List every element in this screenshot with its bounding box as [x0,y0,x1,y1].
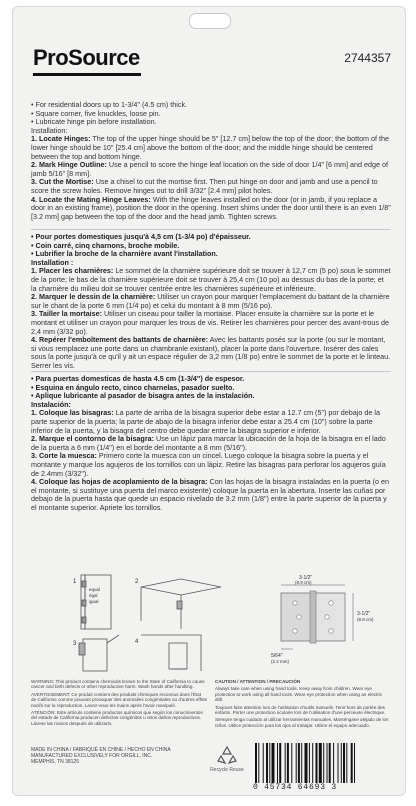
barcode-number: 0 45734 64693 3 [253,783,338,792]
barcode-bar [333,743,334,783]
section-heading: Installation: [31,125,68,135]
warnings [31,679,391,733]
bullet: • Lubricate hinge pin before installation. [31,117,157,127]
spanish-section [31,375,391,513]
barcode-bar [341,743,342,783]
section-heading: Installation : [31,257,74,267]
dim-width-cm: (8.9 cm) [295,580,312,585]
bullet: • For residential doors up to 1-3/4" (4.5 cm) thick. [31,100,188,109]
barcode-bar [296,743,297,783]
barcode-bar [351,743,353,783]
label-equal-en: equal [89,587,101,592]
barcode-bar [298,743,300,783]
sku-number: 2744357 [344,51,391,65]
barcode [253,741,395,785]
bullet: • Pour portes domestiques jusqu'à 4,5 cm (1-3/4 po) d'épaisseur. [31,232,251,241]
label-equal-fr: égal [89,593,98,598]
manufacturer-info: MADE IN CHINA / FABRIQUÉ EN CHINE / HECHO EN CHINA MANUFACTURED EXCLUSIVELY FOR ORGILL, INC. MEMPHIS, TN 38125 [31,747,171,766]
divider [31,371,391,372]
barcode-bar [255,743,257,783]
barcode-bar [309,743,310,783]
barcode-bar [279,743,281,783]
barcode-bar [266,743,268,783]
barcode-bar [343,743,345,783]
barcode-bar [323,743,324,783]
label-equal-es: igual [89,599,99,604]
step: 4. Coloque las hojas de acoplamiento de la bisagra: Con las hojas de la bisagra instaladas en la puerta (o en el montante, si sustituye una puerta del marco existente) coloque la puerta en la abertura. Inserte las cuñas por debajo de la puerta hasta que quede un espacio nivelado de 3.2 mm (1/8") entre la parte superior de la puerta y el montante superior. Apriete los tornillos. [31,477,389,512]
bullet: • Coin carré, cinq charnons, broche mobile. [31,240,180,250]
mortise-panel [79,635,119,671]
step: 4. Repérer l'emboîtement des battants de charnière: Avec les battants posés sur la porte (ou sur le montant, si vous remplacez une porte dans un chambranle existant), placer la porte dans l'ouverture. Insérer des cales sous la porte jusqu'à ce qu'il y ait un espace régulier de 3,2 mm (1/8 po) entre le sommet de la porte et le linteau. Serrer les vis. [31,335,391,370]
barcode-bar [269,743,270,783]
bullet: • Lubrifier la broche de la charnière avant l'installation. [31,249,218,259]
bullet: • Esquina en ángulo recto, cinco charnelas, pasador suelto. [31,382,235,392]
barcode-bar [301,743,302,783]
step: 1. Placer les charnières: Le sommet de la charnière supérieure doit se trouver à 12,7 cm (5 po) sous le sommet de la porte; le bas de la charnière supérieure doit se trouver à 25,4 cm (10 po) au dessus du bas de la porte; et la charnière du milieu doit se trouver centrée entre les charnières supérieure et inférieure. [31,266,391,293]
barcode-bar [312,743,313,783]
dim-height: 3-1/2" [357,611,371,617]
barcode-bar [291,743,292,783]
dim-width: 3-1/2" [299,575,313,581]
step: 2. Marquer le dessin de la charnière: Utiliser un crayon pour marquer l'emplacement du battant de la charnière sur le chant de la porte 6 mm (1/4 po) et celui du montant à 8 mm (5/16 po). [31,292,390,310]
recycle-icon [217,745,237,765]
diagram-label-3: 3 [73,641,77,647]
bullet: • Para puertas domesticas de hasta 4.5 cm (1-3/4") de espesor. [31,374,245,383]
barcode-bar [277,743,278,783]
logo-underline [33,73,141,76]
step: 4. Locate the Mating Hinge Leaves: With the hinge leaves installed on the door (or in jamb, if you replace a door in an existing frame), position the door in the opening. Insert shims under the door until there is an even 1/8" [3.2 mm] gap between the top of the door and the head jamb. Tighten screws. [31,194,391,221]
barcode-bar [354,743,355,783]
barcode-bar [305,743,308,783]
dim-thickness-mm: (2.2 mm) [271,659,289,664]
dim-thickness: 5/64" [271,653,283,659]
barcode-bar [327,743,328,783]
bullet: • Aplique lubricante al pasador de bisagra antes de la instalación. [31,391,255,401]
jamb-panel [141,579,221,629]
step: 1. Coloque las bisagras: La parte de arriba de la bisagra superior debe estar a 12.7 cm (5") por debajo de la parte superior de la puerta; la parte de abajo de la bisagra inferior debe estar a 25.4 cm (10") sobre la parte inferior de la puerta, y la bisagra del centro debe quedar entre la bisagra superior e inferior. [31,408,380,435]
step: 2. Marque el contorno de la bisagra: Use un lápiz para marcar la ubicación de la hoja de la bisagra en el lado de la puerta a 6 mm (1/4") en el borde del montante a 8 mm (5/16"). [31,434,386,452]
bullet: • Square corner, five knuckles, loose pin. [31,108,161,118]
hang-hole [189,13,231,29]
barcode-bar [346,743,347,783]
divider [31,229,391,230]
brand-logo: ProSource [33,45,140,70]
barcode-bar [258,743,259,783]
barcode-bar [287,743,289,783]
mating-panel [141,635,201,671]
french-section [31,233,391,371]
barcode-bar [272,743,275,783]
english-section [31,101,391,221]
barcode-bar [319,743,322,783]
barcode-bar [263,743,264,783]
header [13,39,405,79]
step: 1. Locate Hinges: The top of the upper hinge should be 5" [12.7 cm] below the top of the door; the bottom of the lower hinge should be 10" [25.4 cm] above the bottom of the door; and the middle hinge should be centered between the top and bottom hinge. [31,134,390,161]
diagram-svg [31,573,391,673]
section-heading: Instalación: [31,399,71,409]
barcode-bar [316,743,318,783]
diagram-label-4: 4 [135,639,139,645]
hinge-illustration [281,585,353,649]
step: 2. Mark Hinge Outline: Use a pencil to score the hinge leaf location on the side of door 1/4" [6 mm] and edge of jamb 5/16" [8 mm]. [31,160,388,178]
barcode-bar [329,743,331,783]
barcode-bar [285,743,286,783]
caution-warning: CAUTION / ATTENTION / PRECAUCIÓN Always take care when using hand tools. Keep away from children. Wear eye protection to work using all hand tools. Wear eye protection when using an electric drill. Toujours faire attention lors de l'utilisation d'outils manuels. Tenir hors de portée des enfants. Porter une protection oculaire lors de l'utilisation d'une perceuse électrique. Siempre tenga cuidado al utilizar herramientas manuales. Manténgase alejado de los niños. Utilice protección para los ojos al trabajar. Utilice el equipo adecuado. [215,679,389,728]
diagram-label-1: 1 [73,579,77,585]
dim-height-cm: (8.9 cm) [357,617,374,622]
product-card [12,6,406,796]
step: 3. Tailler la mortaise: Utiliser un ciseau pour tailler la mortaise. Placer ensuite la charnière sur la porte et le montant et utiliser un crayon pour marquer les trous de vis. Retirer les charnières pour percer des avant-trous de 2,4 mm (3/32 po). [31,309,389,336]
installation-diagram [31,573,391,673]
diagram-label-2: 2 [135,579,139,585]
recycle-logo: Recycle Reuse [209,745,245,773]
footer [13,737,405,795]
barcode-bar [338,743,339,783]
step: 3. Cut the Mortise: Use a chisel to cut the mortise first. Then put hinge on door and jamb and use a pencil to score the screw holes. Remove hinges out to drill 3/32" [2.4 mm] pilot holes. [31,177,378,195]
prop65-warning: WARNING: This product contains chemicals known to the State of California to cause cancer and birth defects or other reproductive harm. Wash hands after handling. AVERTISSEMENT: Ce produit contient des produits chimiques reconnus dans l'État de Californie comme pouvant provoquer des anomalies congénitales ou d'autres effets nocifs sur la reproduction. Lavez-vous les mains après l'avoir manipulé. ATENCIÓN: Este artículo contiene productos químicos que según los conocimientos del estado de California producen defectos congénitos u otros daños reproductivos. Lávese las manos después de utilizarlo. [31,679,207,726]
step: 3. Corte la muesca: Primero corte la muesca con un cincel. Luego coloque la bisagra sobre la puerta y el montante y marque los agujeros de los tornillos con un lápiz. Retire las bisagras para perforar los agujeros guía de 2.4mm (3/32"). [31,451,386,478]
